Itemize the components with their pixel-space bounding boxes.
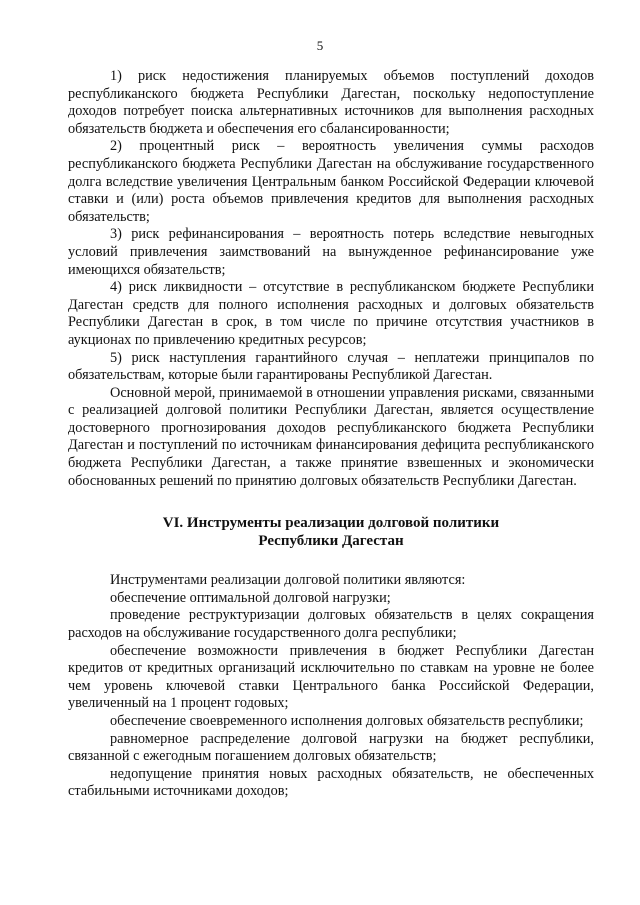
page-number: 5 <box>316 38 324 53</box>
paragraph-instruments-intro: Инструментами реализации долговой политики являются: <box>110 572 466 589</box>
section-heading-line1: VI. Инструменты реализации долговой политики <box>162 515 500 532</box>
paragraph-instrument-optimal-load: обеспечение оптимальной долговой нагрузки; <box>110 589 391 606</box>
paragraph-instrument-no-new-obligations: недопущение принятия новых расходных обязательств, не обеспеченных стабильными источниками доходов; <box>68 765 594 800</box>
paragraph-risk-revenue: 1) риск недостижения планируемых объемов поступлений доходов республиканского бюджета Республики Дагестан, поскольку недопоступление доходов потребует поиска альтернативных источников для выполнения расходных обязательств бюджета и обеспечения его сбалансированности; <box>68 68 594 137</box>
paragraph-risk-refinancing: 3) риск рефинансирования – вероятность потерь вследствие невыгодных условий привлечения заимствований на вынужденное рефинансирование уже имеющихся обязательств; <box>68 226 594 278</box>
document-body <box>68 68 594 801</box>
section-heading <box>68 514 594 550</box>
paragraph-risk-liquidity: 4) риск ликвидности – отсутствие в республиканском бюджете Республики Дагестан средств для полного исполнения расходных и долговых обязательств Республики Дагестан в срок, в том числе по причине отсутствия участников в аукционах по привлечению кредитных ресурсов; <box>68 279 594 348</box>
section-heading-line2: Республики Дагестан <box>258 533 404 550</box>
paragraph-instrument-restructuring: проведение реструктуризации долговых обязательств в целях сокращения расходов на обслуживание государственного долга республики; <box>68 607 594 642</box>
paragraph-risk-guarantee: 5) риск наступления гарантийного случая – неплатежи принципалов по обязательствам, которые были гарантированы Республикой Дагестан. <box>68 349 594 384</box>
paragraph-risk-management: Основной мерой, принимаемой в отношении управления рисками, связанными с реализацией долговой политики Республики Дагестан, является осуществление достоверного прогнозирования доходов республиканского бюджета Республики Дагестан и поступлений по источникам финансирования дефицита республиканского бюджета Республики Дагестан, а также принятие взвешенных и экономически обоснованных решений по принятию долговых обязательств Республики Дагестан. <box>68 384 594 489</box>
paragraph-instrument-timely-execution: обеспечение своевременного исполнения долговых обязательств республики; <box>110 713 584 729</box>
paragraph-instrument-even-distribution: равномерное распределение долговой нагрузки на бюджет республики, связанной с ежегодным погашением долговых обязательств; <box>68 730 594 765</box>
paragraph-instrument-credit-rates: обеспечение возможности привлечения в бюджет Республики Дагестан кредитов от кредитных организаций исключительно по ставкам на уровне не более чем уровень ключевой ставки Центрального банка Российской Федерации, увеличенный на 1 процент годовых; <box>68 642 594 712</box>
paragraph-risk-interest: 2) процентный риск – вероятность увеличения суммы расходов республиканского бюджета Республики Дагестан на обслуживание государственного долга вследствие увеличения Центральным банком Российской Федерации ключевой ставки и (или) роста объемов привлечения кредитов для выполнения расходных обязательств; <box>68 138 594 225</box>
